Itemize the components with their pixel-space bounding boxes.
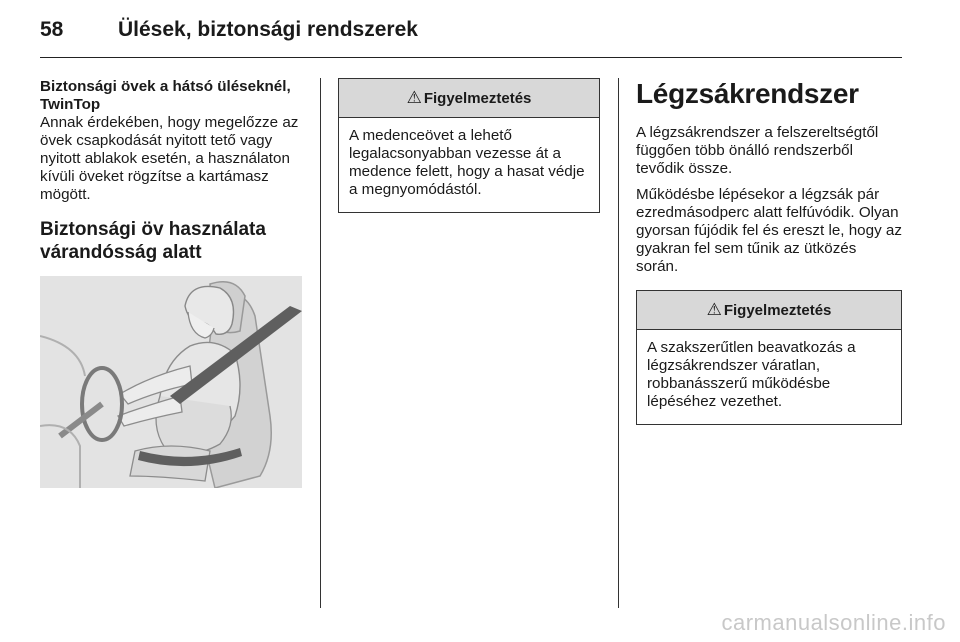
airbag-paragraph-2: Működésbe lépésekor a légzsák pár ezredmásodperc alatt felfúvódik. Olyan gyorsan fújódik fel és ereszt le, hogy az gyakran fel sem tűnik az ütközés során. [636, 186, 902, 275]
warning-triangle-icon: ⚠ [406, 88, 422, 107]
warning-text: A szakszerűtlen beavatkozás a légzsákrendszer váratlan, robbanásszerű működésbe lépéséhez vezethet. [647, 339, 856, 410]
column-middle [338, 78, 600, 213]
warning-triangle-icon: ⚠ [706, 300, 722, 319]
column-divider-2 [618, 78, 619, 608]
watermark: carmanualsonline.info [721, 610, 946, 635]
illustration-drawing [40, 276, 302, 488]
airbag-section-title: Légzsákrendszer [636, 78, 859, 109]
warning-header [339, 79, 599, 118]
warning-box-pelvic-belt [338, 78, 600, 213]
column-right [636, 78, 902, 425]
warning-body [339, 118, 599, 212]
airbag-paragraph-1: A légzsákrendszer a felszereltségtől függően több önálló rendszerből tevődik össze. [636, 124, 879, 177]
warning-box-airbag [636, 290, 902, 425]
rear-seatbelt-heading: Biztonsági övek a hátsó üléseknél, TwinTop [40, 78, 291, 113]
column-left [40, 78, 305, 488]
warning-text: A medenceövet a lehető legalacsonyabban vezesse át a medence felett, hogy a hasat védje a megnyomódástól. [349, 127, 585, 198]
pregnant-woman-seatbelt-illustration [40, 276, 302, 488]
page-number: 58 [40, 18, 64, 41]
page-header [40, 18, 902, 58]
warning-title: Figyelmeztetés [723, 301, 832, 319]
pregnancy-seatbelt-heading: Biztonsági öv használata várandósság alatt [40, 219, 266, 263]
rear-seatbelt-paragraph: Annak érdekében, hogy megelőzze az övek csapkodását nyitott tető vagy nyitott ablakok esetén, a használaton kívüli öveket rögzítse a kartámasz mögött. [40, 114, 299, 203]
header-rule [40, 57, 902, 58]
warning-title: Figyelmeztetés [423, 89, 532, 107]
warning-header [637, 291, 901, 330]
warning-body [637, 330, 901, 424]
column-divider-1 [320, 78, 321, 608]
chapter-title: Ülések, biztonsági rendszerek [118, 18, 418, 41]
